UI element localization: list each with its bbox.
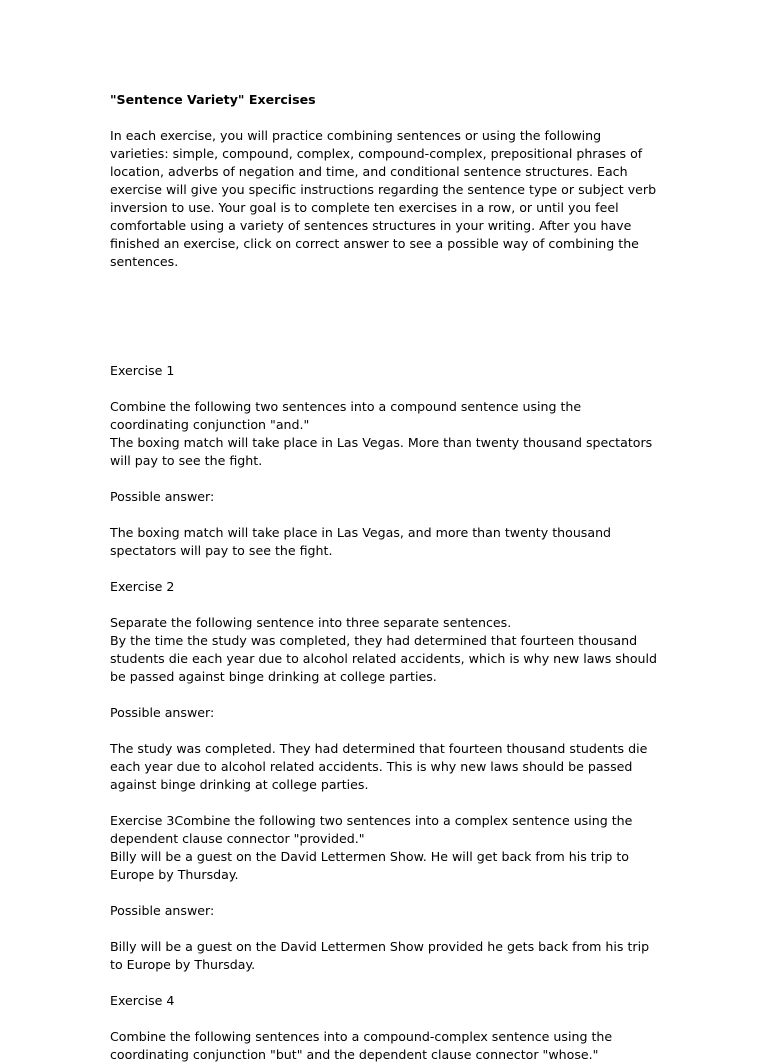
exercise-1 xyxy=(110,362,662,578)
answer-label: Possible answer: xyxy=(110,903,215,918)
exercise-heading: Exercise 4 xyxy=(110,993,175,1008)
exercise-4 xyxy=(110,992,662,1064)
exercise-instruction: Combine the following two sentences into a compound sentence using the coordinating conjunction "and." xyxy=(110,399,582,432)
exercise-heading: Exercise 3 xyxy=(110,813,175,828)
answer-label: Possible answer: xyxy=(110,489,215,504)
exercise-heading: Exercise 1 xyxy=(110,363,175,378)
exercise-answer: The boxing match will take place in Las Vegas, and more than twenty thousand spectators will pay to see the fight. xyxy=(110,525,612,558)
exercise-prompt: By the time the study was completed, they had determined that fourteen thousand students die each year due to alcohol related accidents, which is why new laws should be passed against binge drinking at college parties. xyxy=(110,633,658,684)
exercise-instruction: Combine the following two sentences into a complex sentence using the dependent clause connector "provided." xyxy=(110,813,633,846)
exercise-prompt: The boxing match will take place in Las Vegas. More than twenty thousand spectators will pay to see the fight. xyxy=(110,435,653,468)
exercise-instruction: Separate the following sentence into three separate sentences. xyxy=(110,615,512,630)
document-body xyxy=(110,91,662,1064)
intro-paragraph: In each exercise, you will practice combining sentences or using the following varieties: simple, compound, complex, compound-complex, prepositional phrases of location, adverbs of negation and time, and conditional sentence structures. Each exercise will give you specific instructions regarding the sentence type or subject verb inversion to use. Your goal is to complete ten exercises in a row, or until you feel comfortable using a variety of sentences structures in your writing. After you have finished an exercise, click on correct answer to see a possible way of combining the sentences. xyxy=(110,128,657,269)
exercise-answer: Billy will be a guest on the David Lettermen Show provided he gets back from his trip to Europe by Thursday. xyxy=(110,939,650,972)
exercise-2 xyxy=(110,578,662,812)
document-title: "Sentence Variety" Exercises xyxy=(110,92,316,107)
exercise-3 xyxy=(110,812,662,992)
answer-label: Possible answer: xyxy=(110,705,215,720)
exercise-answer: The study was completed. They had determined that fourteen thousand students die each year due to alcohol related accidents. This is why new laws should be passed against binge drinking at college parties. xyxy=(110,741,648,792)
exercise-heading: Exercise 2 xyxy=(110,579,175,594)
exercise-instruction: Combine the following sentences into a compound-complex sentence using the coordinating conjunction "but" and the dependent clause connector "whose." xyxy=(110,1029,613,1062)
exercise-heading-and-instruction xyxy=(110,812,662,848)
exercise-prompt: Billy will be a guest on the David Lettermen Show. He will get back from his trip to Europe by Thursday. xyxy=(110,849,630,882)
